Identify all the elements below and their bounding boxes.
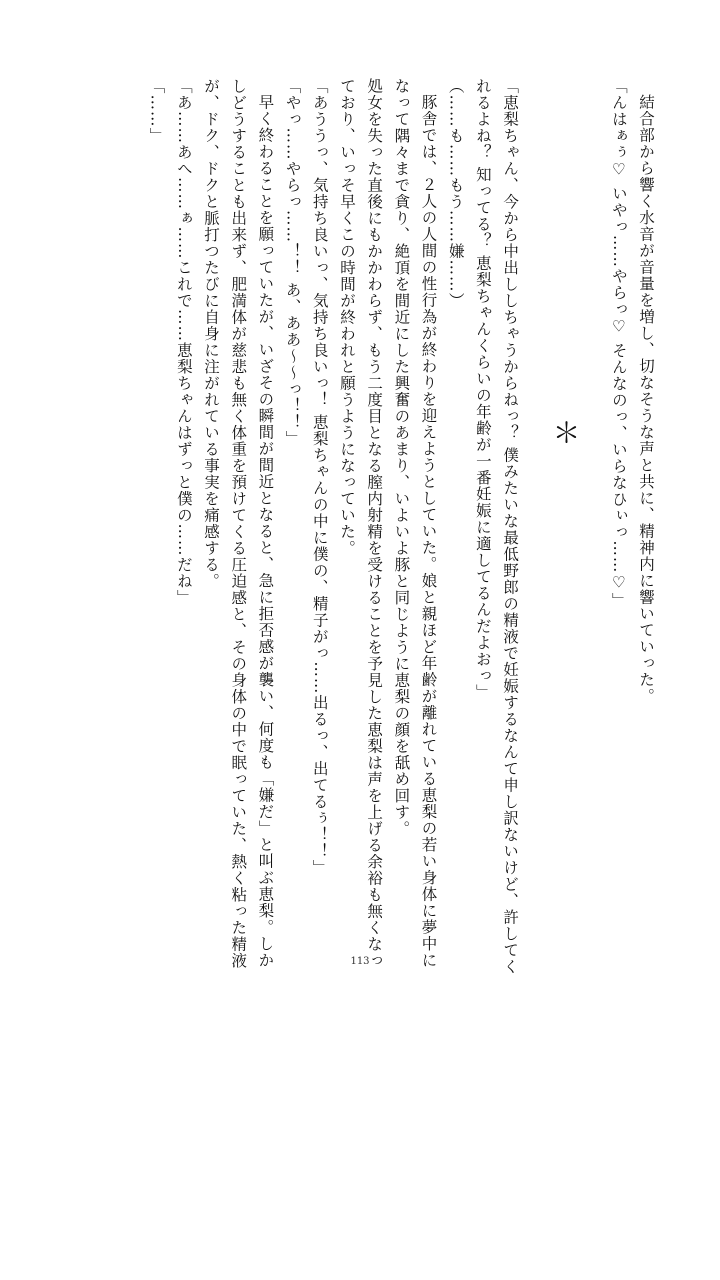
text-line: 早く終わることを願っていたが、いざその瞬間が間近となると、急に拒否感が襲い、何度も「嫌だ」と叫ぶ恵梨。しか [256,94,275,969]
text-line: れるよね？ 知ってる？ 恵梨ちゃんくらいの年齢が一番妊娠に適してるんだよおっ」 [473,78,492,701]
text-column [498,78,522,975]
text-column [281,78,305,940]
page-number: 113 [350,956,370,967]
text-column [253,78,277,969]
text-column [389,78,413,940]
separator-mark: ＊ [548,418,582,447]
text-line: 「……」 [147,78,166,144]
text-column [308,78,332,940]
text-column [362,78,386,969]
text-column [607,78,631,940]
text-column [634,78,658,940]
text-column [444,78,468,940]
text-line: しどうすることも出来ず、肥満体が慈悲も無く体重を預けてくる圧迫感と、その身体の中で眠っていた、熱く粘った精液 [229,78,248,969]
text-line: 処女を失った直後にもかかわらず、もう二度目となる膣内射精を受けることを予見した恵梨は声を上げる余裕も無くなっ [365,78,384,969]
text-line: （……も……もう……嫌……） [446,78,465,309]
text-line: が、ドク、ドクと脈打つたびに自身に注がれている事実を痛感する。 [202,78,220,590]
text-line: 「あううっ、気持ち良いっ、気持ち良いっ！ 恵梨ちゃんの中に僕の、精子がっ……出るっ、出てるぅ！！」 [310,78,329,876]
text-line: 「やっ……やらっ……！！ あ、ああ～～っ！！」 [283,78,302,447]
text-line: ており、いっそ早くこの時間が終われと願うようになっていた。 [337,78,356,557]
text-column [226,78,250,969]
blank-line [525,78,549,940]
text-column [172,78,196,940]
text-line: 「恵梨ちゃん、今から中出ししちゃうからねっ？ 僕みたいな最低野郎の精液で妊娠するなんて申し訳ないけど、許してく [501,78,520,975]
blank-line [580,78,604,940]
text-column [471,78,495,940]
section-separator [548,78,582,940]
text-line: 豚舎では、２人の人間の性行為が終わりを迎えようとしていた。娘と親ほど年齢が離れている恵梨の若い身体に夢中に [419,94,438,969]
text-column [335,78,359,940]
text-column [417,78,441,969]
text-line: 「んはぁぅ♡ いやっ……やらっ♡ そんなのっ、いらなひぃっ……♡」 [609,78,628,609]
text-column [199,78,223,940]
text-column [145,78,169,940]
text-line: 「あ……あへ……ぁ……これで……恵梨ちゃんはずっと僕の……だね」 [174,78,193,606]
text-line: 結合部から響く水音が音量を増し、切なそうな声と共に、精神内に響いていった。 [637,94,655,705]
text-line: なって隅々まで貪り、絶頂を間近にした興奮のあまり、いよいよ豚と同じように恵梨の顔を舐め回す。 [392,78,411,837]
